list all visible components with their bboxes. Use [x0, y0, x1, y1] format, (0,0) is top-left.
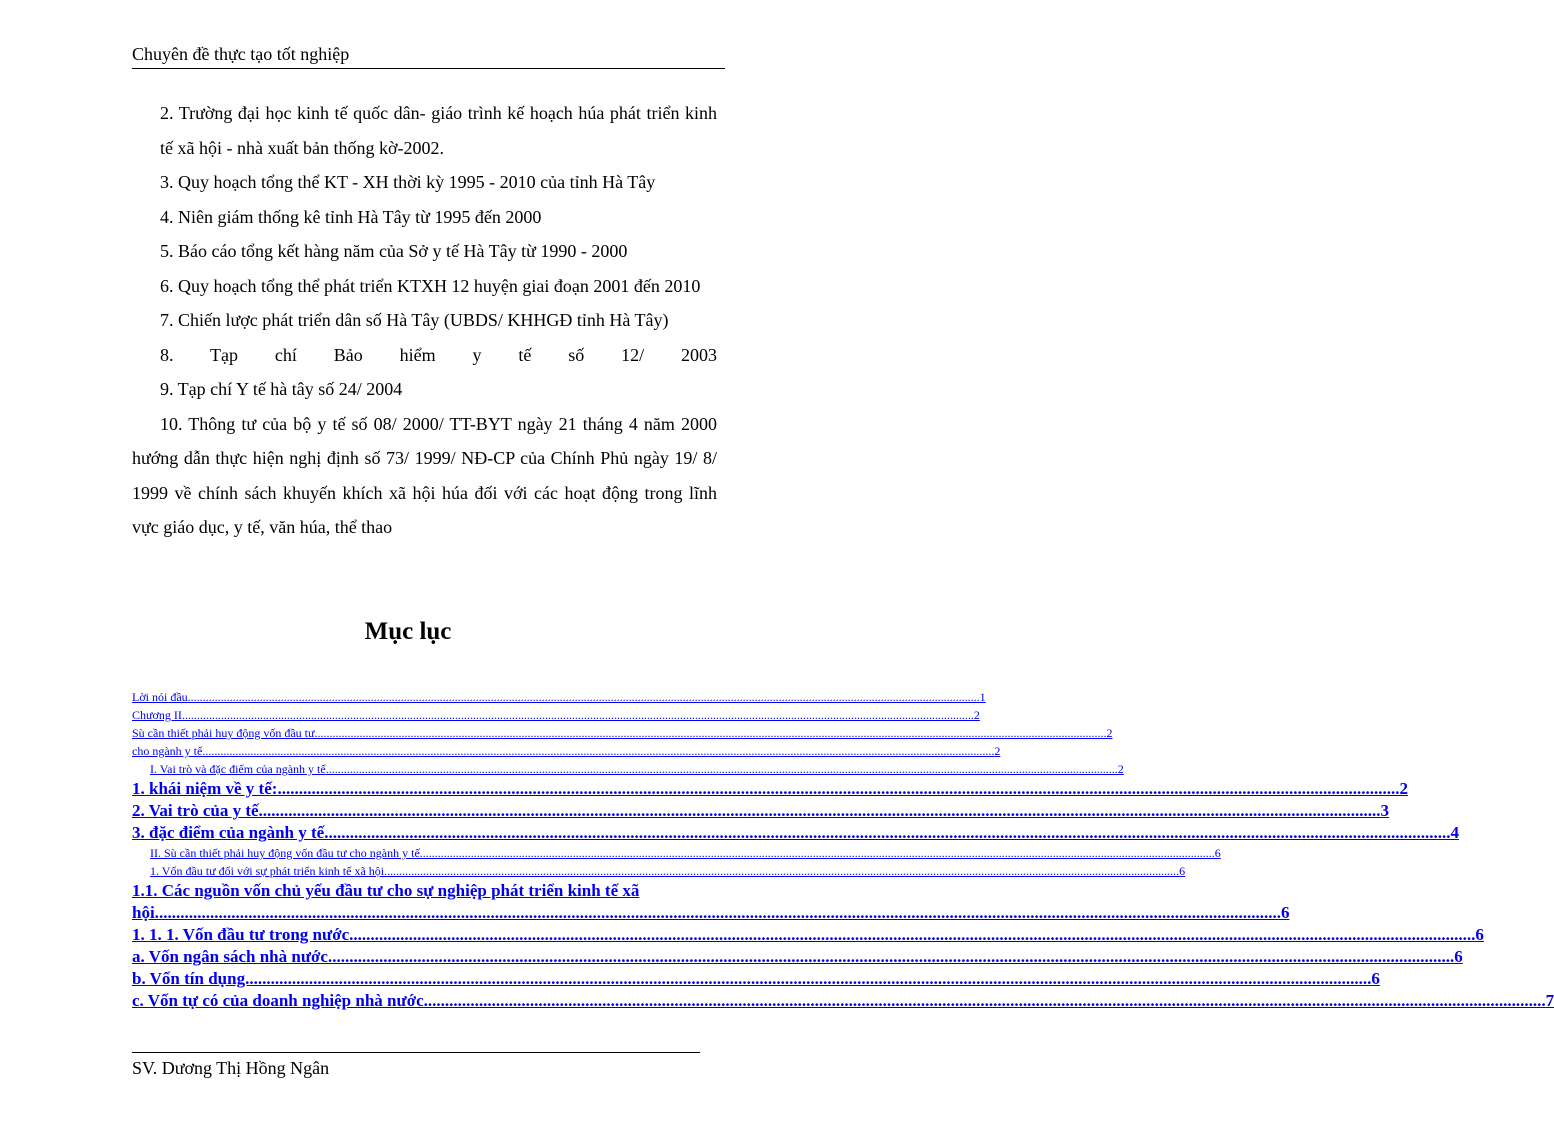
- toc-link[interactable]: 1. khái niệm về y tế: ..... 2: [132, 778, 723, 800]
- reference-list: [132, 96, 717, 545]
- toc-title: Mục lục: [364, 618, 452, 645]
- toc-link[interactable]: c. Vốn tự có của doanh nghiệp nhà nước ..... 7: [132, 990, 723, 1012]
- reference-item: 2. Trường đại học kinh tế quốc dân- giáo trình kế hoạch húa phát triển kinh tế xã hội - nhà xuất bản thống kờ-2002.: [160, 103, 717, 158]
- toc-link[interactable]: Chương II ..... 2: [132, 706, 723, 724]
- reference-item: 8. Tạp chí Bảo hiểm y tế số 12/ 2003: [160, 344, 717, 365]
- page-header-title: Chuyên đề thực tạo tốt nghiệp: [132, 44, 350, 64]
- toc-link[interactable]: 1. 1. 1. Vốn đầu tư trong nước. ..... 6: [132, 924, 723, 946]
- reference-item: 6. Quy hoạch tổng thể phát triển KTXH 12 huyện giai đoạn 2001 đến 2010: [160, 275, 701, 296]
- toc-link[interactable]: Sù cần thiết phải huy động vốn đầu tư ..... 2: [132, 724, 723, 742]
- toc-link[interactable]: I. Vai trò và đặc điểm của ngành y tế ..... 2: [132, 760, 723, 778]
- toc-link[interactable]: 1.1. Các nguồn vốn chủ yếu đầu tư cho sự nghiệp phát triển kinh tế xã hội. ..... 6: [132, 880, 723, 924]
- reference-item: 4. Niên giám thống kê tỉnh Hà Tây từ 1995 đến 2000: [160, 206, 542, 227]
- toc-link[interactable]: a. Vốn ngân sách nhà nước. ..... 6: [132, 946, 723, 968]
- reference-item: 3. Quy hoạch tổng thể KT - XH thời kỳ 1995 - 2010 của tỉnh Hà Tây: [160, 172, 656, 192]
- reference-item: 10. Thông tư của bộ y tế số 08/ 2000/ TT-BYT ngày 21 tháng 4 năm 2000 hướng dẫn thực hiện nghị định số 73/ 1999/ NĐ-CP của Chính Phủ ngày 19/ 8/ 1999 về chính sách khuyến khích xã hội húa đối với các hoạt động trong lĩnh vực giáo dục, y tế, văn húa, thể thao: [132, 413, 717, 537]
- toc-link[interactable]: Lời nói đầu ..... 1: [132, 688, 723, 706]
- reference-item: 9. Tạp chí Y tế hà tây số 24/ 2004: [160, 379, 403, 399]
- table-of-contents: [132, 688, 1554, 1012]
- reference-item: 5. Báo cáo tổng kết hàng năm của Sở y tế Hà Tây từ 1990 - 2000: [160, 241, 628, 261]
- toc-link[interactable]: 3. đặc điểm của ngành y tế. ..... 4: [132, 822, 723, 844]
- toc-link[interactable]: b. Vốn tín dụng. ..... 6: [132, 968, 723, 990]
- footer-author: SV. Dương Thị Hồng Ngân: [132, 1058, 330, 1078]
- header-divider: [132, 68, 725, 69]
- reference-item: 7. Chiến lược phát triển dân số Hà Tây (UBDS/ KHHGĐ tỉnh Hà Tây): [160, 310, 669, 330]
- footer-divider: [132, 1052, 700, 1053]
- toc-link[interactable]: 2. Vai trò của y tế ..... 3: [132, 800, 723, 822]
- toc-link[interactable]: 1. Vốn đầu tư đối với sự phát triển kinh tế xã hội. ..... 6: [132, 862, 723, 880]
- toc-link[interactable]: cho ngành y tế ..... 2: [132, 742, 723, 760]
- toc-link[interactable]: II. Sù cần thiết phải huy động vốn đầu tư cho ngành y tế. ..... 6: [132, 844, 723, 862]
